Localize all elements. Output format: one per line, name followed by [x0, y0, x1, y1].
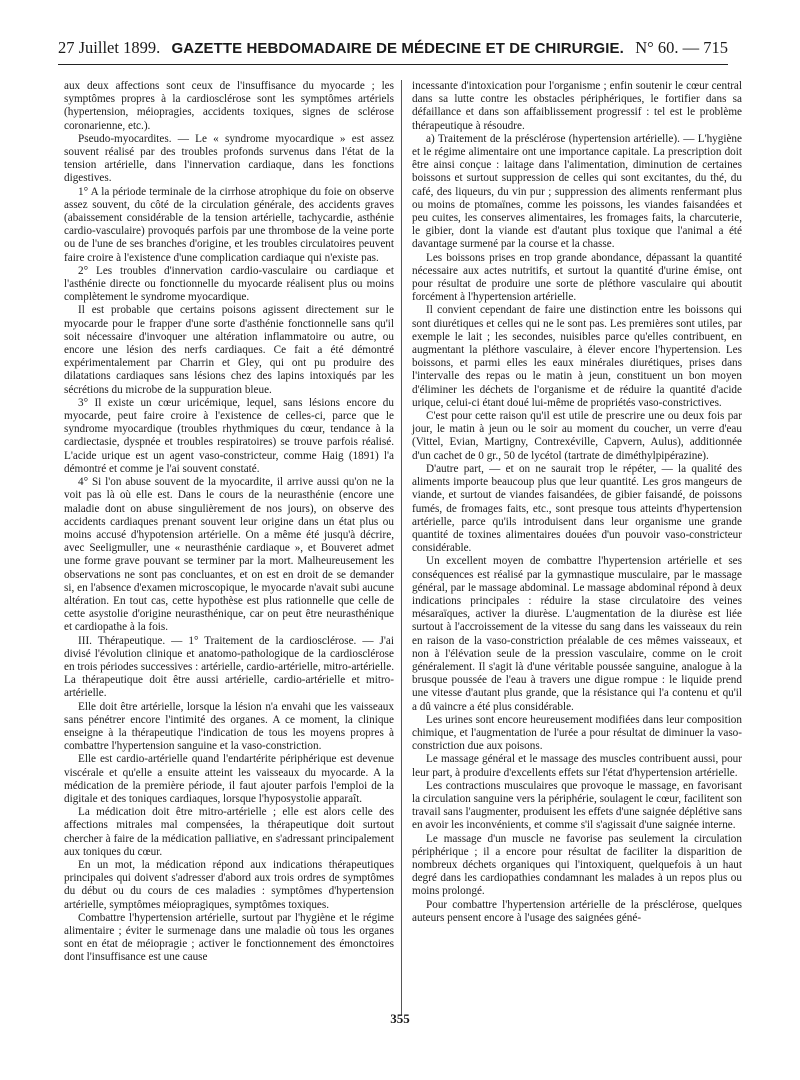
paragraph: Les urines sont encore heureusement modifiées dans leur composition chimique, et l'augmentation de l'urée a pour résultat de diminuer la vaso-constriction due aux poisons. — [412, 713, 742, 753]
paragraph: En un mot, la médication répond aux indications thérapeutiques principales qui doivent s'adresser d'abord aux trois ordres de symptômes du début ou du cours de ces maladies : symptômes d'hypertension artérielle, symptômes méiopragiques, symptômes toxiques. — [64, 858, 394, 911]
paragraph: Le massage d'un muscle ne favorise pas seulement la circulation périphérique ; il a encore pour résultat de faciliter la disparition de nombreux déchets organiques qui l'intoxiquent, quelquefois à un haut degré dans les cardiopathies condamnant les malades à un repos plus ou moins prolongé. — [412, 832, 742, 898]
header-rule — [58, 64, 728, 65]
column-separator — [401, 80, 402, 1015]
page-number: 355 — [390, 1011, 410, 1026]
header-date: 27 Juillet 1899. — [58, 38, 161, 57]
left-column — [64, 80, 394, 965]
paragraph: aux deux affections sont ceux de l'insuffisance du myocarde ; les symptômes propres à la cardiosclérose sont les symptômes artériels (hypertension, méiopragies, accidents toxiques, signes de sclérose coronarienne, etc.). — [64, 80, 394, 132]
paragraph: C'est pour cette raison qu'il est utile de prescrire une ou deux fois par jour, le matin à jeun ou le soir au moment du coucher, un verre d'eau (Vittel, Evian, Martigny, Contrexéville, Capvern, Aulus), additionnée d'un cachet de 0 gr., 50 de lycétol (tartrate de diméthylpipérazine). — [412, 410, 742, 462]
paragraph: 4° Si l'on abuse souvent de la myocardite, il arrive aussi qu'on ne la voit pas là où elle est. Dans le cours de la neurasthénie (encore une maladie dont on abuse singulièrement de nos jours), on observe des accidents cardiaques prenant souvent leur origine dans un état plus ou moins accusé d'hypotension artérielle. On a même été jusqu'à décrire, avec Seeligmuller, une « neurasthénie cardiaque », et Bouveret admet une forme grave pouvant se terminer par la mort. Malheureusement les observations ne sont pas concluantes, et on est en droit de se demander si, en l'absence d'examen microscopique, le myocarde n'avait subi aucune altération. En tout cas, cette hypothèse est plus rationnelle que celle de cette asystolie d'origine neurasthénique, car on peut être neurasthénique et cardiopathe à la fois. — [64, 476, 394, 634]
paragraph: Le massage général et le massage des muscles contribuent aussi, pour leur part, à produire d'excellents effets sur l'état d'hypertension artérielle. — [412, 753, 742, 779]
paragraph: incessante d'intoxication pour l'organisme ; enfin soutenir le cœur central dans sa lutte contre les obstacles périphériques, le fortifier dans sa défaillance et dans son affaiblissement progressif : tel est le problème thérapeutique à résoudre. — [412, 80, 742, 132]
paragraph: Il convient cependant de faire une distinction entre les boissons qui sont diurétiques et celles qui ne le sont pas. Les premières sont utiles, par exemple le lait ; les secondes, nuisibles parce qu'elles contribuent, en augmentant la pléthore vasculaire, à élever encore l'hypertension. Les boissons, et parmi elles les eaux minérales diurétiques, prises dans l'intervalle des repas ou le matin à jeun, constituent un bon moyen d'éliminer les déchets de l'organisme et de réduire la quantité d'acide urique, celui-ci étant doué lui-même de propriétés vaso-constrictives. — [412, 304, 742, 409]
paragraph: La médication doit être mitro-artérielle ; elle est alors celle des affections mitrales mal compensées, la thérapeutique doit surtout chercher à faire de la médication palliative, en s'adressant principalement aux toniques du cœur. — [64, 806, 394, 858]
paragraph: Les boissons prises en trop grande abondance, dépassant la quantité nécessaire aux actes nutritifs, et surtout la quantité d'urine émise, ont pour résultat de produire une sorte de pléthore vasculaire qui aboutit forcément à l'hypertension artérielle. — [412, 251, 742, 304]
paragraph: Elle doit être artérielle, lorsque la lésion n'a envahi que les vaisseaux sans pénétrer encore l'intimité des organes. A ce moment, la clinique enseigne à la thérapeutique l'indication de tous les moyens propres à combattre l'hypertension sanguine et la vaso-constriction. — [64, 700, 394, 753]
journal-title: GAZETTE HEBDOMADAIRE DE MÉDECINE ET DE CHIRURGIE. — [171, 40, 624, 57]
right-column — [412, 80, 742, 925]
paragraph: Les contractions musculaires que provoque le massage, en favorisant la circulation sanguine vers la périphérie, soulagent le cœur, facilitent son travail sans l'augmenter, produisent les effets d'une saignée déplétive sans en avoir les inconvénients, et comme s'il s'agissait d'une saignée interne. — [412, 779, 742, 832]
paragraph: 1° A la période terminale de la cirrhose atrophique du foie on observe assez souvent, du côté de la circulation générale, des accidents graves (abaissement considérable de la tension artérielle, tachycardie, asthénie cardio-vasculaire) provoqués parfois par une thrombose de la veine porte ou de l'une de ses branches d'origine, et les troubles circulatoires peuvent faire croire à l'existence d'une complication cardiaque qui n'existe pas. — [64, 185, 394, 264]
paragraph: III. Thérapeutique. — 1° Traitement de la cardiosclérose. — J'ai divisé l'évolution clinique et anatomo-pathologique de la cardiosclérose en trois périodes successives : artérielle, cardio-artérielle, mitro-artérielle. La thérapeutique doit être aussi artérielle, cardio-artérielle et mitro-artérielle. — [64, 634, 394, 700]
paragraph: a) Traitement de la présclérose (hypertension artérielle). — L'hygiène et le régime alimentaire ont une importance capitale. La prescription doit être ainsi conçue : laitage dans l'alimentation, diminution de certaines boissons et surtout suppression de celles qui sont excitantes, du thé, du café, des liqueurs, du vin pur ; suppression des aliments renfermant plus ou moins de ptomaïnes, comme les poissons, les viandes faisandées et peu cuites, les conserves alimentaires, les fromages faits, la charcuterie, le gibier, dont la viande est d'autant plus toxique que l'animal a été davantage surmené par la course et la chasse. — [412, 132, 742, 251]
running-header — [58, 38, 728, 60]
paragraph: 3° Il existe un cœur uricémique, lequel, sans lésions encore du myocarde, peut faire croire à l'existence de celles-ci, parce que le syndrome myocardique (troubles rhythmiques du cœur, tendance à la cardiectasie, dyspnée et troubles respiratoires) se trouve parfois réalisé. L'acide urique est un agent vaso-constricteur, comme Haig (1891) l'a démontré et comme je l'ai souvent constaté. — [64, 396, 394, 475]
paragraph: Pour combattre l'hypertension artérielle de la présclérose, quelques auteurs pensent encore à l'usage des saignées géné- — [412, 898, 742, 924]
paragraph: Un excellent moyen de combattre l'hypertension artérielle et ses conséquences est réalisé par la gymnastique musculaire, par le massage général, par le massage abdominal. Le massage abdominal répond à deux indications principales : réduire la stase circulatoire des veines mésaraïques, activer la diurèse. L'augmentation de la diurèse est liée surtout à l'accroissement de la vitesse du sang dans les vaisseaux du rein en raison de la vaso-constriction préalable de ces mêmes vaisseaux, et non à l'élévation seule de la pression vasculaire, comme on le croit généralement. Il s'agit là d'une véritable poussée sanguine, analogue à la brusque poussée de l'eau à travers une digue rompue : le liquide prend une vitesse d'autant plus grande, que la résistance qui l'a contenu et qu'il a dû vaincre a été plus considérable. — [412, 555, 742, 713]
paragraph: Elle est cardio-artérielle quand l'endartérite périphérique est devenue viscérale et qu'elle a ensuite atteint les vaisseaux du myocarde. A la médication de la première période, il faut ajouter parfois l'emploi de la digitale et des toniques cardiaques, lorsque l'hyposystolie apparaît. — [64, 753, 394, 805]
paragraph: Combattre l'hypertension artérielle, surtout par l'hygiène et le régime alimentaire ; éviter le surmenage dans une maladie où tous les organes sont en état de méiopragie ; activer le fonctionnement des émonctoires dont l'insuffisance est une cause — [64, 911, 394, 964]
paragraph: D'autre part, — et on ne saurait trop le répéter, — la qualité des aliments importe beaucoup plus que leur quantité. Les gros mangeurs de viande, et surtout de viandes faisandées, de gibier faisandé, de poissons fumés, de fromages faits, etc., sont presque tous atteints d'hypertension artérielle, parce qu'ils introduisent dans leur organisme une grande quantité de toxines alimentaires douées d'un pouvoir vaso-constricteur considérable. — [412, 462, 742, 555]
paragraph: Il est probable que certains poisons agissent directement sur le myocarde pour le frapper d'une sorte d'asthénie fonctionnelle sans qu'il soit nécessaire d'invoquer une altération inflammatoire ou autre, ou encore une lésion des nerfs cardiaques. Ce fait a été démontré expérimentalement par Charrin et Gley, qui ont pu produire des dilatations cardiaques sans lésions chez des lapins intoxiqués par les sécrétions du microbe de la suppuration bleue. — [64, 304, 394, 396]
issue-page-number: N° 60. — 715 — [635, 38, 728, 57]
paragraph: 2° Les troubles d'innervation cardio-vasculaire ou cardiaque et l'asthénie directe ou fonctionnelle du myocarde réalisent plus ou moins complètement le syndrome myocardique. — [64, 264, 394, 304]
paragraph: Pseudo-myocardites. — Le « syndrome myocardique » est assez souvent réalisé par des troubles profonds survenus dans l'état de la tension artérielle, dans l'innervation cardiaque, dans les fonctions digestives. — [64, 132, 394, 185]
